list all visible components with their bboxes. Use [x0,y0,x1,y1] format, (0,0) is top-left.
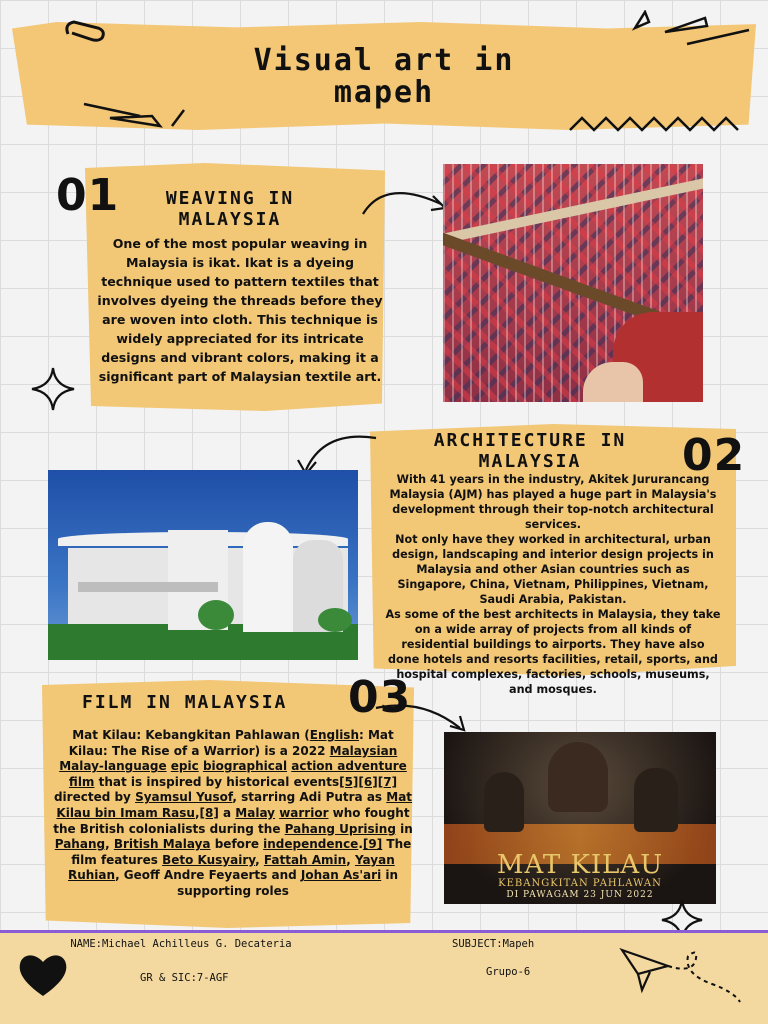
ikat-weaving-photo [443,164,703,402]
architecture-paragraph-1: With 41 years in the industry, Akitek Jururancang Malaysia (AJM) has played a huge part in Malaysia's development through their top-notch architectural services. [389,473,717,531]
student-name: NAME:Michael Achilleus G. Decateria [70,938,292,950]
weaving-description: One of the most popular weaving in Malaysia is ikat. Ikat is a dyeing technique used to pattern textiles that involves dyeing the threads before they are woven into cloth. This technique is widely appreciated for its intricate designs and vibrant colors, making it a significant part of Malaysian textile art. [97,236,383,384]
section-number-03: 03 [348,672,412,723]
link-warrior[interactable]: warrior [279,805,329,820]
link-malay[interactable]: Malay [235,805,275,820]
curved-arrow-icon [355,178,455,218]
film-text: , [255,852,264,867]
link-fattah-amin[interactable]: Fattah Amin [263,852,347,867]
link-english[interactable]: English [309,728,359,742]
section-number-01: 01 [56,170,120,221]
grade-section: GR & SIC:7-AGF [140,972,229,984]
group: Grupo-6 [486,966,531,978]
architecture-title-line2: MALAYSIA [478,451,582,472]
architecture-title-line1: ARCHITECTURE IN [433,430,627,451]
slash-lines-icon [625,10,755,50]
poster-subtitle: KEBANGKITAN PAHLAWAN [498,878,662,889]
architecture-description [384,472,722,697]
link-johan-asari[interactable]: Johan As'ari [300,868,382,883]
film-text: a [218,805,236,820]
link-citation-7[interactable]: [7] [377,774,398,789]
link-biographical[interactable]: biographical [202,759,288,774]
paperclip-icon [60,14,110,44]
architecture-paragraph-2: Not only have they worked in architectural, urban design, landscaping and interior design projects in Malaysia and other Asian countries such as Singapore, China, Vietnam, Philippines, Vietnam, Saudi Arabia, Pakistan. [392,533,714,606]
film-text: , [194,805,200,820]
weaving-title [140,188,320,230]
poster-title: MAT KILAU [496,850,664,880]
film-poster [444,732,716,904]
film-text: , Geoff Andre Feyaerts and [115,868,301,883]
zigzag-icon [568,112,748,136]
page-title-line1: Visual art in [253,43,515,78]
link-citation-5[interactable]: [5] [339,774,359,789]
film-text: , [346,852,355,867]
poster-date: DI PAWAGAM 23 JUN 2022 [506,890,654,900]
architecture-paragraph-3: As some of the best architects in Malaysia, they take on a wide array of projects from all kinds of residential buildings to airports. They have also done hotels and resorts facilities, retail, sports, and hospital complexes, factories, schools, museums, and mosques. [385,608,721,696]
slash-lines-icon [80,96,200,130]
link-pahang[interactable]: Pahang [54,837,106,852]
film-text: Mat Kilau: Kebangkitan Pahlawan ( [72,728,310,742]
link-action-adventure-film[interactable]: action adventure film [68,759,407,789]
film-text: directed by [53,790,136,805]
paper-plane-icon [616,944,746,1008]
section-number-02: 02 [682,430,746,481]
film-text: in [395,821,413,836]
link-malaysian[interactable]: Malaysian [329,743,398,758]
film-text: in supporting roles [177,868,399,898]
film-text: before [210,837,264,852]
film-title: FILM IN MALAYSIA [82,692,288,713]
film-text: , starring Adi Putra as [232,790,387,805]
weaving-title-line2: MALAYSIA [178,209,282,230]
film-text: that is inspired by historical events [94,774,340,789]
link-yayan-ruhian[interactable]: Yayan Ruhian [67,852,395,883]
link-mat-kilau[interactable]: Mat Kilau bin Imam Rasu [56,790,413,820]
film-text: : Mat Kilau: The Rise of a Warrior) is a 2022 [68,728,394,758]
film-text: who fought the British colonialists during the [53,805,410,836]
weaving-title-line1: WEAVING IN [165,188,295,209]
link-citation-8[interactable]: [8] [199,805,219,820]
link-citation-9[interactable]: [9] [362,837,383,852]
film-text: , [105,837,114,852]
link-malay-language[interactable]: Malay-language [59,759,167,774]
link-pahang-uprising[interactable]: Pahang Uprising [284,821,396,836]
link-citation-6[interactable]: [6] [358,774,378,789]
link-beto-kusyairy[interactable]: Beto Kusyairy [162,852,256,867]
subject: SUBJECT:Mapeh [452,938,535,950]
film-description [52,728,414,900]
link-syamsul-yusof[interactable]: Syamsul Yusof [135,790,233,805]
link-epic[interactable]: epic [170,759,199,774]
sparkle-icon [30,366,76,412]
architecture-building-photo [48,470,358,660]
link-independence[interactable]: independence [263,837,359,852]
film-text: The film features [71,837,412,867]
link-british-malaya[interactable]: British Malaya [113,837,211,852]
architecture-title [400,430,660,472]
page-title-line2: mapeh [333,75,435,110]
film-text: . [358,837,363,852]
heart-icon [16,950,70,1000]
